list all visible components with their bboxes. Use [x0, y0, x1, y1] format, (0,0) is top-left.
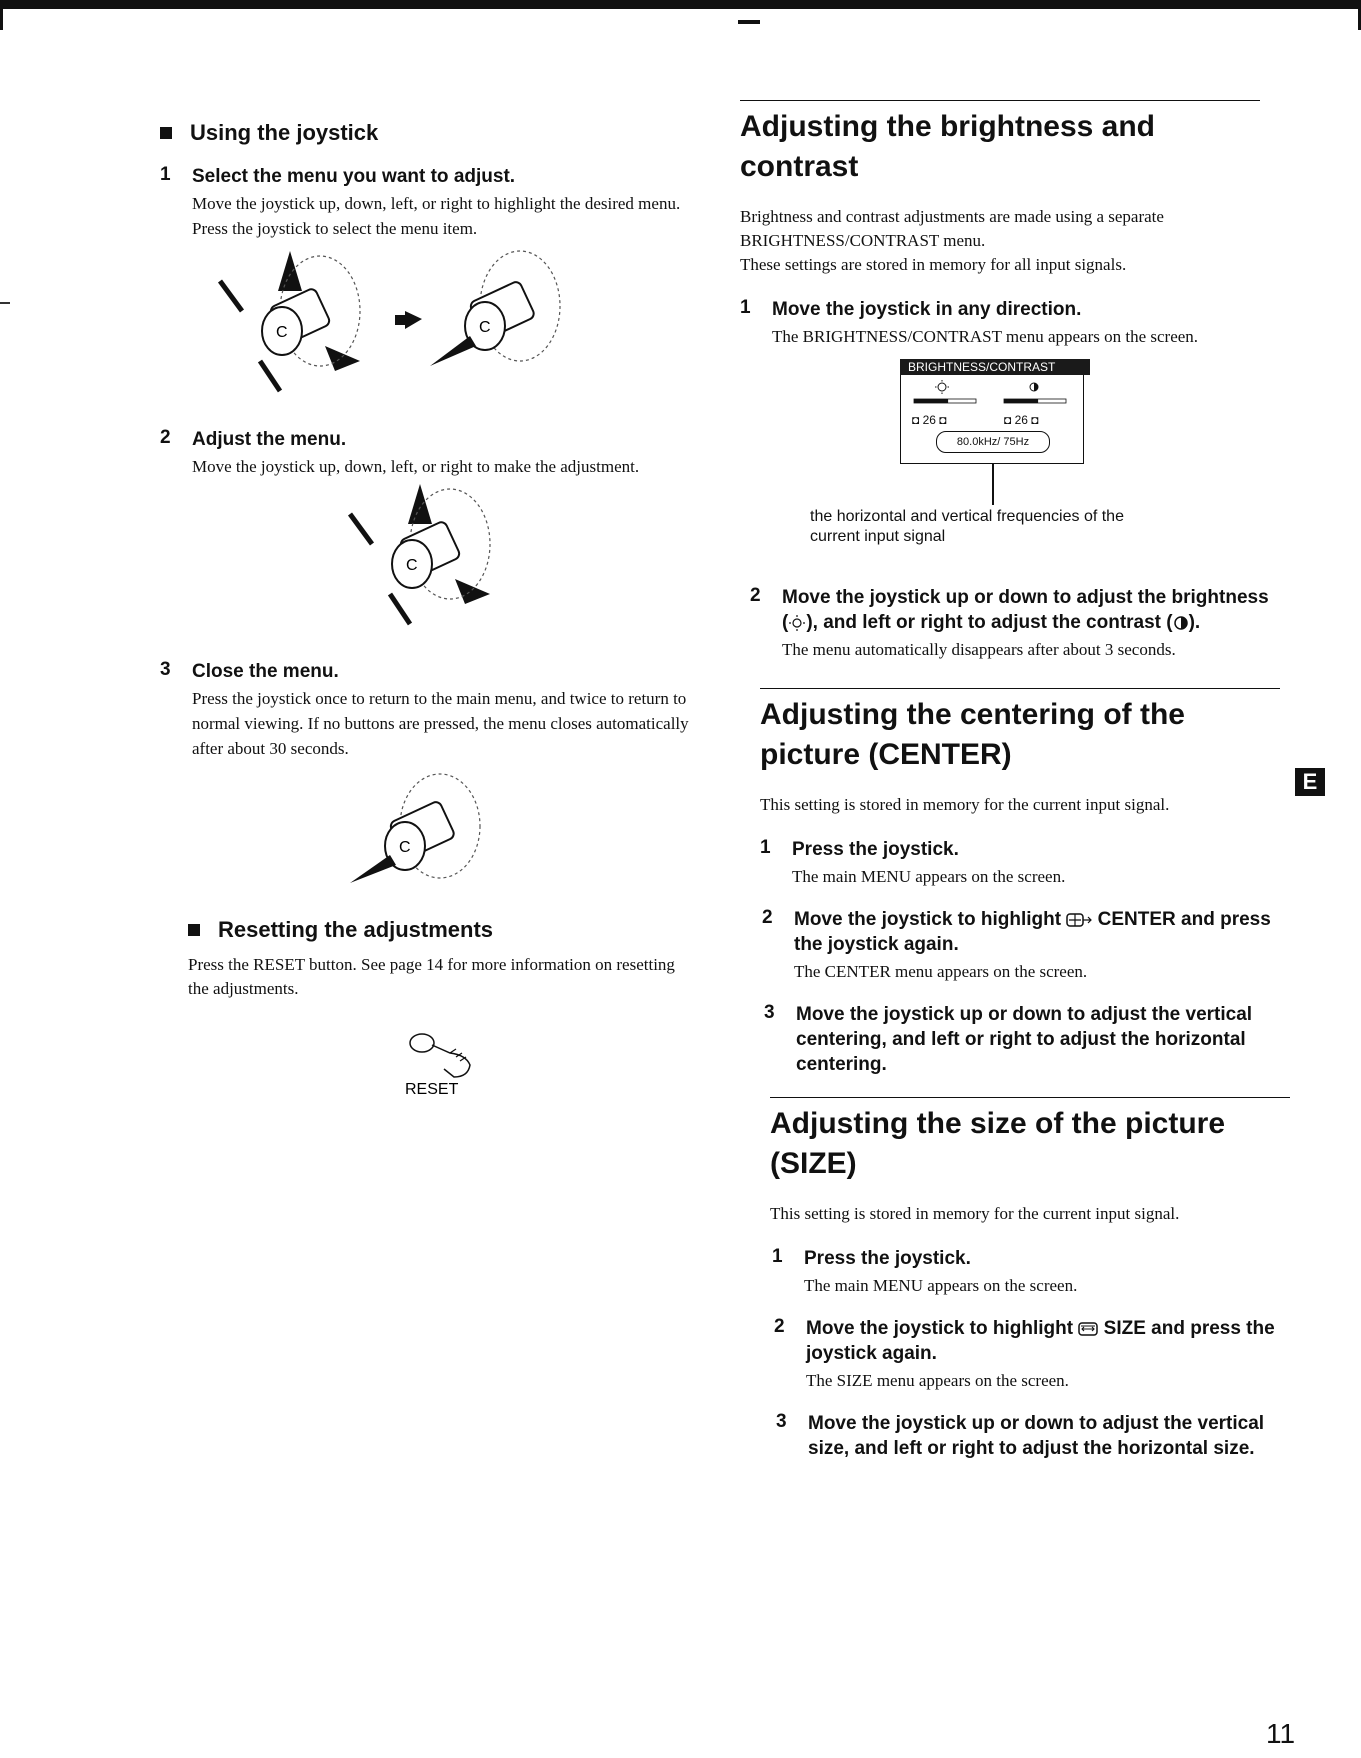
center-step-1: 1 Press the joystick. The main MENU appears on the screen.: [760, 837, 1066, 886]
brightness-contrast-osd: [810, 359, 1320, 559]
size-step-1: 1 Press the joystick. The main MENU appears on the screen.: [772, 1246, 1078, 1295]
reset-heading: Resetting the adjustments: [188, 917, 700, 943]
bullet-square-icon: [160, 127, 172, 139]
brightness-step-2: 2 Move the joystick up or down to adjust the brightness ( ), and left or right to adjust the contrast ( ). The menu automatically disappears after about 3 seconds.: [750, 585, 1269, 659]
svg-text:C: C: [399, 839, 411, 856]
joystick-press-icon: [430, 251, 560, 366]
brightness-step-1: 1 Move the joystick in any direction. The BRIGHTNESS/CONTRAST menu appears on the screen.: [740, 297, 1199, 346]
section-rule: [760, 688, 1280, 689]
svg-text:C: C: [479, 319, 491, 336]
center-intro: This setting is stored in memory for the current input signal.: [760, 795, 1170, 814]
size-step-2: 2 Move the joystick to highlight SIZE and press the joystick again. The SIZE menu appears on the screen.: [774, 1316, 1275, 1390]
center-step-3: 3 Move the joystick up or down to adjust the vertical centering, and left or right to adjust the horizontal centering.: [764, 1002, 1253, 1075]
brightness-heading: Adjusting the brightness and contrast: [740, 110, 1156, 183]
center-step-2: 2 Move the joystick to highlight CENTER and press the joystick again. The CENTER menu appears on the screen.: [762, 907, 1271, 981]
reset-label: RESET: [405, 1081, 459, 1098]
joystick-press-icon: [350, 774, 480, 883]
contrast-half-circle-icon: [1173, 615, 1189, 631]
joystick-close-illustration: [160, 761, 580, 891]
page-number: 11: [1266, 1718, 1296, 1749]
size-step-3: 3 Move the joystick up or down to adjust the vertical size, and left or right to adjust the horizontal size.: [776, 1411, 1265, 1459]
size-icon: [1078, 1321, 1098, 1337]
joystick-step-3: 3 Close the menu. Press the joystick once to return to the main menu, and twice to return to normal viewing. If no buttons are pressed, the menu closes automatically after about 30 seconds.: [160, 659, 689, 758]
osd-frequency: 80.0kHz/ 75Hz: [936, 431, 1050, 453]
joystick-tilt-icon: [350, 484, 490, 624]
svg-text:C: C: [276, 324, 288, 341]
joystick-select-illustration: [160, 241, 580, 401]
bullet-square-icon: [188, 924, 200, 936]
size-heading: Adjusting the size of the picture (SIZE): [770, 1107, 1226, 1180]
edge-mark: [0, 302, 10, 304]
joystick-tilt-icon: [220, 251, 360, 391]
osd-caption: the horizontal and vertical frequencies of the current input signal: [810, 508, 1124, 545]
right-column: [740, 100, 1280, 1461]
registration-mark: [738, 20, 760, 24]
brightness-sun-icon: [788, 614, 806, 632]
brightness-sun-icon: [935, 380, 949, 394]
top-border: [0, 0, 1361, 9]
brightness-intro-2: These settings are stored in memory for all input signals.: [740, 255, 1127, 274]
center-icon: [1066, 912, 1092, 928]
section-rule: [770, 1097, 1290, 1098]
reset-description: Press the RESET button. See page 14 for more information on resetting the adjustments.: [188, 955, 675, 998]
joystick-heading: Using the joystick: [160, 120, 700, 146]
center-heading: Adjusting the centering of the picture (CENTER): [760, 698, 1185, 771]
contrast-level-fill: [1004, 399, 1038, 403]
joystick-step-1: 1 Select the menu you want to adjust. Move the joystick up, down, left, or right to highlight the desired menu. Press the joystick to select the menu item.: [160, 164, 681, 238]
osd-title: BRIGHTNESS/CONTRAST: [900, 359, 1090, 375]
size-intro: This setting is stored in memory for the current input signal.: [770, 1204, 1180, 1223]
hand-press-icon: [410, 1034, 470, 1077]
osd-brightness-value: ◘ 26 ◘: [912, 413, 947, 427]
brightness-level-fill: [914, 399, 948, 403]
callout-line: [992, 463, 994, 505]
left-column: [160, 120, 700, 1119]
section-rule: [740, 100, 1260, 101]
brightness-intro: Brightness and contrast adjustments are made using a separate BRIGHTNESS/CONTRAST menu.: [740, 207, 1164, 250]
crop-mark-left: [0, 0, 3, 30]
osd-level-bars: [900, 379, 1082, 415]
reset-button-illustration: [160, 1019, 580, 1119]
joystick-step-2: 2 Adjust the menu. Move the joystick up, down, left, or right to make the adjustment.: [160, 427, 640, 476]
language-tab: E: [1295, 768, 1325, 796]
arrow-right-icon: [395, 311, 422, 329]
contrast-half-circle-icon: [1030, 383, 1038, 391]
joystick-adjust-illustration: [160, 479, 580, 639]
svg-text:C: C: [406, 557, 418, 574]
osd-contrast-value: ◘ 26 ◘: [1004, 413, 1039, 427]
